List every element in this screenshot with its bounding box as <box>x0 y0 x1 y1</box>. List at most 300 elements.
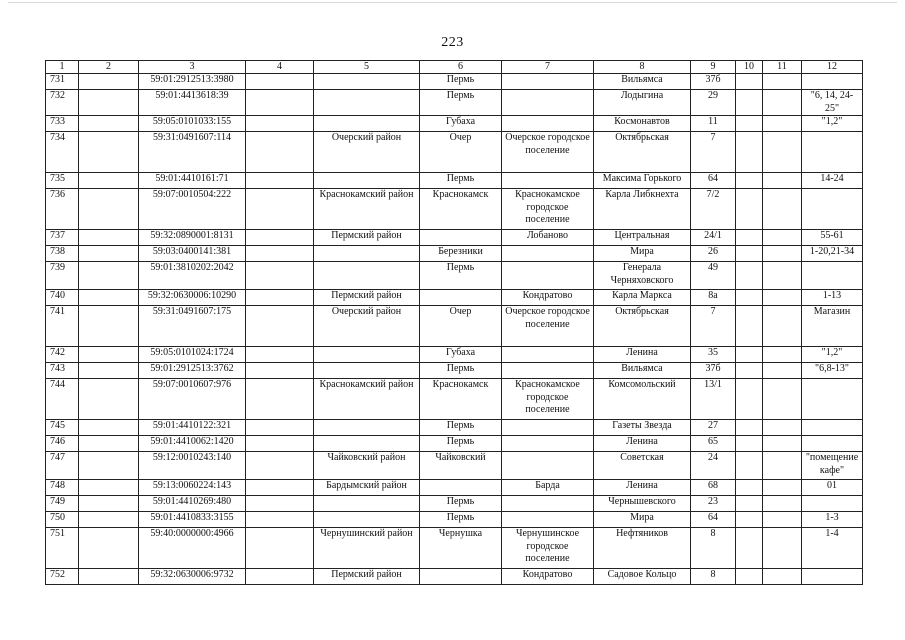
cell-col10 <box>736 246 763 262</box>
cell-col11 <box>763 363 802 379</box>
table-row <box>46 379 863 420</box>
row-number: 752 <box>46 569 79 585</box>
table-row <box>46 452 863 480</box>
settlement <box>502 420 594 436</box>
settlement: Очерское городское поселение <box>502 306 594 347</box>
street: Нефтяников <box>594 528 691 569</box>
cell-col11 <box>763 74 802 90</box>
house-number: 37б <box>691 74 736 90</box>
cell-col4 <box>246 246 314 262</box>
district: Краснокамский район <box>314 189 420 230</box>
table-row <box>46 230 863 246</box>
house-number: 23 <box>691 496 736 512</box>
settlement <box>502 436 594 452</box>
city: Очер <box>420 132 502 173</box>
cell-col4 <box>246 363 314 379</box>
street: Максима Горького <box>594 173 691 189</box>
row-number: 731 <box>46 74 79 90</box>
street: Вильямса <box>594 363 691 379</box>
settlement <box>502 347 594 363</box>
cadastral-number: 59:01:4410122:321 <box>139 420 246 436</box>
house-number: 24/1 <box>691 230 736 246</box>
cell-col2 <box>79 306 139 347</box>
settlement: Краснокамское городское поселение <box>502 189 594 230</box>
cell-col2 <box>79 436 139 452</box>
apartment <box>802 569 863 585</box>
city: Пермь <box>420 496 502 512</box>
column-header: 6 <box>420 61 502 74</box>
row-number: 749 <box>46 496 79 512</box>
cell-col11 <box>763 379 802 420</box>
district: Чайковский район <box>314 452 420 480</box>
apartment: 01 <box>802 480 863 496</box>
cell-col10 <box>736 480 763 496</box>
column-header: 10 <box>736 61 763 74</box>
column-header: 12 <box>802 61 863 74</box>
column-header: 7 <box>502 61 594 74</box>
cell-col4 <box>246 74 314 90</box>
apartment: Магазин <box>802 306 863 347</box>
table-row <box>46 569 863 585</box>
cell-col11 <box>763 116 802 132</box>
cell-col11 <box>763 189 802 230</box>
table-row <box>46 512 863 528</box>
street: Космонавтов <box>594 116 691 132</box>
district <box>314 116 420 132</box>
cell-col4 <box>246 496 314 512</box>
city: Чернушка <box>420 528 502 569</box>
apartment <box>802 74 863 90</box>
row-number: 740 <box>46 290 79 306</box>
street: Садовое Кольцо <box>594 569 691 585</box>
settlement <box>502 496 594 512</box>
city: Губаха <box>420 347 502 363</box>
apartment: 14-24 <box>802 173 863 189</box>
settlement: Лобаново <box>502 230 594 246</box>
settlement: Чернушинское городское поселение <box>502 528 594 569</box>
table-row <box>46 132 863 173</box>
cadastral-number: 59:05:0101033:155 <box>139 116 246 132</box>
cell-col2 <box>79 528 139 569</box>
house-number: 13/1 <box>691 379 736 420</box>
house-number: 8а <box>691 290 736 306</box>
column-header: 5 <box>314 61 420 74</box>
cell-col2 <box>79 512 139 528</box>
row-number: 748 <box>46 480 79 496</box>
city: Пермь <box>420 262 502 290</box>
table-row <box>46 363 863 379</box>
apartment <box>802 262 863 290</box>
cell-col10 <box>736 420 763 436</box>
cell-col11 <box>763 290 802 306</box>
row-number: 746 <box>46 436 79 452</box>
city: Краснокамск <box>420 189 502 230</box>
house-number: 8 <box>691 528 736 569</box>
house-number: 49 <box>691 262 736 290</box>
city <box>420 569 502 585</box>
settlement <box>502 512 594 528</box>
house-number: 64 <box>691 173 736 189</box>
row-number: 736 <box>46 189 79 230</box>
house-number: 11 <box>691 116 736 132</box>
cell-col11 <box>763 90 802 116</box>
registry-body <box>46 74 863 585</box>
settlement <box>502 74 594 90</box>
cell-col11 <box>763 306 802 347</box>
house-number: 64 <box>691 512 736 528</box>
street: Октябрьская <box>594 132 691 173</box>
district: Пермский район <box>314 569 420 585</box>
cell-col10 <box>736 132 763 173</box>
settlement: Очерское городское поселение <box>502 132 594 173</box>
row-number: 732 <box>46 90 79 116</box>
apartment: "1,2" <box>802 347 863 363</box>
city <box>420 290 502 306</box>
cell-col11 <box>763 436 802 452</box>
street: Октябрьская <box>594 306 691 347</box>
city: Очер <box>420 306 502 347</box>
city: Краснокамск <box>420 379 502 420</box>
city: Пермь <box>420 420 502 436</box>
column-header: 3 <box>139 61 246 74</box>
cadastral-number: 59:01:2912513:3980 <box>139 74 246 90</box>
cell-col11 <box>763 420 802 436</box>
apartment: "6,8-13" <box>802 363 863 379</box>
street: Советская <box>594 452 691 480</box>
row-number: 738 <box>46 246 79 262</box>
row-number: 747 <box>46 452 79 480</box>
street: Генерала Черняховского <box>594 262 691 290</box>
row-number: 735 <box>46 173 79 189</box>
house-number: 7/2 <box>691 189 736 230</box>
city: Пермь <box>420 436 502 452</box>
apartment: 1-20,21-34 <box>802 246 863 262</box>
cell-col2 <box>79 452 139 480</box>
district <box>314 436 420 452</box>
district: Очерский район <box>314 306 420 347</box>
settlement <box>502 246 594 262</box>
house-number: 24 <box>691 452 736 480</box>
street: Карла Либкнехта <box>594 189 691 230</box>
city: Чайковский <box>420 452 502 480</box>
cell-col4 <box>246 452 314 480</box>
cell-col2 <box>79 347 139 363</box>
settlement <box>502 262 594 290</box>
cell-col11 <box>763 173 802 189</box>
district <box>314 512 420 528</box>
cadastral-number: 59:32:0890001:8131 <box>139 230 246 246</box>
apartment <box>802 189 863 230</box>
row-number: 743 <box>46 363 79 379</box>
cell-col11 <box>763 246 802 262</box>
cadastral-number: 59:01:4410833:3155 <box>139 512 246 528</box>
settlement: Барда <box>502 480 594 496</box>
district: Чернушинский район <box>314 528 420 569</box>
street: Карла Маркса <box>594 290 691 306</box>
table-row <box>46 290 863 306</box>
street: Ленина <box>594 347 691 363</box>
row-number: 751 <box>46 528 79 569</box>
cell-col4 <box>246 420 314 436</box>
cell-col11 <box>763 132 802 173</box>
cell-col10 <box>736 290 763 306</box>
table-row <box>46 189 863 230</box>
apartment <box>802 436 863 452</box>
cell-col11 <box>763 230 802 246</box>
street: Вильямса <box>594 74 691 90</box>
street: Мира <box>594 246 691 262</box>
apartment <box>802 379 863 420</box>
city: Пермь <box>420 363 502 379</box>
cell-col2 <box>79 420 139 436</box>
city: Пермь <box>420 512 502 528</box>
cadastral-number: 59:01:4410161:71 <box>139 173 246 189</box>
cadastral-number: 59:01:4413618:39 <box>139 90 246 116</box>
cell-col10 <box>736 230 763 246</box>
cell-col2 <box>79 496 139 512</box>
cadastral-number: 59:13:0060224:143 <box>139 480 246 496</box>
cadastral-number: 59:07:0010607:976 <box>139 379 246 420</box>
table-row <box>46 496 863 512</box>
cadastral-number: 59:03:0400141:381 <box>139 246 246 262</box>
table-row <box>46 74 863 90</box>
house-number: 37б <box>691 363 736 379</box>
cell-col10 <box>736 452 763 480</box>
settlement <box>502 173 594 189</box>
cell-col2 <box>79 116 139 132</box>
cell-col2 <box>79 189 139 230</box>
cadastral-number: 59:05:0101024:1724 <box>139 347 246 363</box>
cadastral-number: 59:01:4410062:1420 <box>139 436 246 452</box>
table-row <box>46 306 863 347</box>
row-number: 741 <box>46 306 79 347</box>
city: Пермь <box>420 90 502 116</box>
district: Краснокамский район <box>314 379 420 420</box>
table-row <box>46 347 863 363</box>
table-row <box>46 90 863 116</box>
cell-col2 <box>79 74 139 90</box>
table-row <box>46 420 863 436</box>
registry-table <box>45 60 863 585</box>
apartment <box>802 132 863 173</box>
cell-col10 <box>736 262 763 290</box>
district <box>314 347 420 363</box>
page-number: 223 <box>441 35 464 50</box>
district <box>314 90 420 116</box>
cell-col4 <box>246 528 314 569</box>
cell-col10 <box>736 512 763 528</box>
city: Березники <box>420 246 502 262</box>
city: Губаха <box>420 116 502 132</box>
cell-col4 <box>246 262 314 290</box>
cell-col2 <box>79 90 139 116</box>
cell-col11 <box>763 528 802 569</box>
house-number: 65 <box>691 436 736 452</box>
cell-col11 <box>763 347 802 363</box>
apartment: 1-4 <box>802 528 863 569</box>
row-number: 734 <box>46 132 79 173</box>
cell-col10 <box>736 306 763 347</box>
settlement: Краснокамское городское поселение <box>502 379 594 420</box>
cell-col11 <box>763 512 802 528</box>
apartment: 1-3 <box>802 512 863 528</box>
cell-col2 <box>79 246 139 262</box>
cell-col4 <box>246 132 314 173</box>
district <box>314 496 420 512</box>
table-row <box>46 262 863 290</box>
cell-col10 <box>736 569 763 585</box>
settlement <box>502 363 594 379</box>
house-number: 29 <box>691 90 736 116</box>
settlement: Кондратово <box>502 290 594 306</box>
settlement <box>502 90 594 116</box>
city <box>420 230 502 246</box>
settlement <box>502 116 594 132</box>
header-row <box>46 61 863 74</box>
district <box>314 246 420 262</box>
cell-col4 <box>246 189 314 230</box>
cell-col4 <box>246 480 314 496</box>
cadastral-number: 59:31:0491607:175 <box>139 306 246 347</box>
cell-col10 <box>736 90 763 116</box>
settlement: Кондратово <box>502 569 594 585</box>
cell-col4 <box>246 290 314 306</box>
row-number: 750 <box>46 512 79 528</box>
cell-col10 <box>736 116 763 132</box>
cell-col4 <box>246 306 314 347</box>
house-number: 8 <box>691 569 736 585</box>
street: Ленина <box>594 436 691 452</box>
cadastral-number: 59:12:0010243:140 <box>139 452 246 480</box>
district: Пермский район <box>314 290 420 306</box>
cell-col2 <box>79 480 139 496</box>
apartment: 1-13 <box>802 290 863 306</box>
street: Комсомольский <box>594 379 691 420</box>
cadastral-number: 59:40:0000000:4966 <box>139 528 246 569</box>
house-number: 35 <box>691 347 736 363</box>
cell-col10 <box>736 436 763 452</box>
street: Мира <box>594 512 691 528</box>
house-number: 7 <box>691 306 736 347</box>
cell-col11 <box>763 452 802 480</box>
cadastral-number: 59:32:0630006:9732 <box>139 569 246 585</box>
cell-col10 <box>736 528 763 569</box>
cadastral-number: 59:07:0010504:222 <box>139 189 246 230</box>
district <box>314 262 420 290</box>
district <box>314 173 420 189</box>
district: Очерский район <box>314 132 420 173</box>
row-number: 739 <box>46 262 79 290</box>
cadastral-number: 59:31:0491607:114 <box>139 132 246 173</box>
cell-col10 <box>736 74 763 90</box>
table-row <box>46 528 863 569</box>
cell-col4 <box>246 230 314 246</box>
cell-col4 <box>246 173 314 189</box>
cadastral-number: 59:01:4410269:480 <box>139 496 246 512</box>
street: Центральная <box>594 230 691 246</box>
row-number: 742 <box>46 347 79 363</box>
district <box>314 363 420 379</box>
cell-col2 <box>79 290 139 306</box>
house-number: 27 <box>691 420 736 436</box>
street: Лодыгина <box>594 90 691 116</box>
cell-col4 <box>246 512 314 528</box>
district <box>314 74 420 90</box>
cell-col4 <box>246 569 314 585</box>
cell-col2 <box>79 230 139 246</box>
column-header: 4 <box>246 61 314 74</box>
cell-col2 <box>79 379 139 420</box>
apartment <box>802 420 863 436</box>
row-number: 737 <box>46 230 79 246</box>
table-row <box>46 436 863 452</box>
cell-col11 <box>763 262 802 290</box>
row-number: 733 <box>46 116 79 132</box>
cell-col10 <box>736 379 763 420</box>
table-row <box>46 116 863 132</box>
column-header: 8 <box>594 61 691 74</box>
cell-col11 <box>763 496 802 512</box>
column-header: 11 <box>763 61 802 74</box>
cell-col2 <box>79 569 139 585</box>
table-row <box>46 480 863 496</box>
street: Газеты Звезда <box>594 420 691 436</box>
cadastral-number: 59:01:3810202:2042 <box>139 262 246 290</box>
cell-col4 <box>246 379 314 420</box>
house-number: 7 <box>691 132 736 173</box>
cell-col10 <box>736 173 763 189</box>
apartment: "помещение кафе" <box>802 452 863 480</box>
cell-col10 <box>736 363 763 379</box>
district: Пермский район <box>314 230 420 246</box>
house-number: 68 <box>691 480 736 496</box>
city: Пермь <box>420 74 502 90</box>
district <box>314 420 420 436</box>
district: Бардымский район <box>314 480 420 496</box>
cell-col10 <box>736 347 763 363</box>
cell-col4 <box>246 436 314 452</box>
column-header: 2 <box>79 61 139 74</box>
cell-col11 <box>763 480 802 496</box>
apartment <box>802 496 863 512</box>
row-number: 745 <box>46 420 79 436</box>
table-row <box>46 173 863 189</box>
cell-col4 <box>246 347 314 363</box>
column-header: 9 <box>691 61 736 74</box>
top-scan-line <box>8 2 897 3</box>
cell-col4 <box>246 90 314 116</box>
column-header: 1 <box>46 61 79 74</box>
table-row <box>46 246 863 262</box>
cell-col2 <box>79 262 139 290</box>
cell-col2 <box>79 173 139 189</box>
house-number: 26 <box>691 246 736 262</box>
cell-col2 <box>79 132 139 173</box>
apartment: 55-61 <box>802 230 863 246</box>
cell-col4 <box>246 116 314 132</box>
settlement <box>502 452 594 480</box>
cell-col11 <box>763 569 802 585</box>
apartment: "6, 14, 24-25" <box>802 90 863 116</box>
cadastral-number: 59:01:2912513:3762 <box>139 363 246 379</box>
city: Пермь <box>420 173 502 189</box>
cadastral-number: 59:32:0630006:10290 <box>139 290 246 306</box>
street: Чернышевского <box>594 496 691 512</box>
city <box>420 480 502 496</box>
cell-col10 <box>736 189 763 230</box>
cell-col10 <box>736 496 763 512</box>
apartment: "1,2" <box>802 116 863 132</box>
